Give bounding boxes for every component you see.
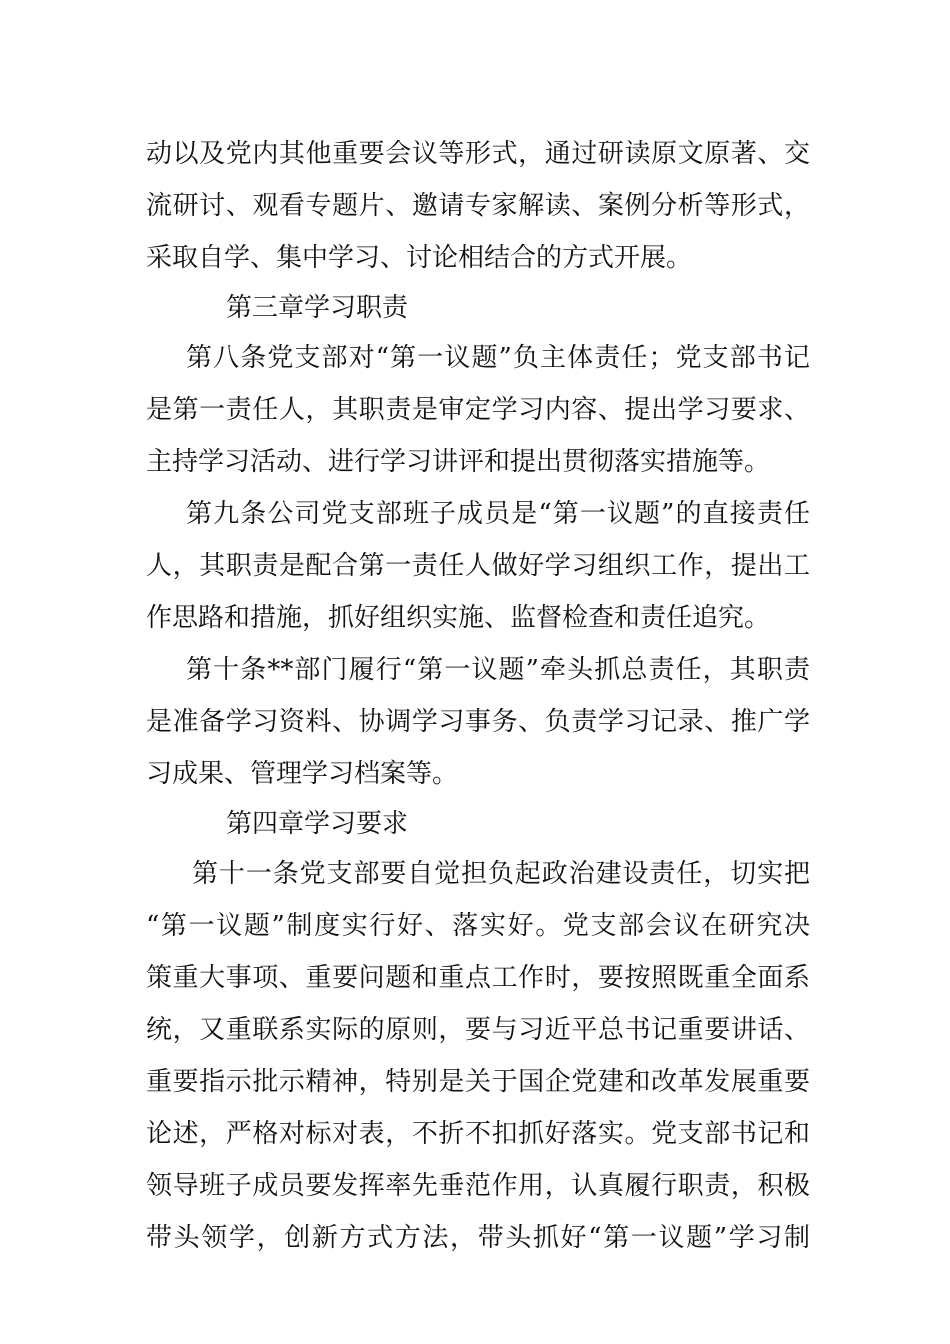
body-text-line: 采取自学、集中学习、讨论相结合的方式开展。 [146, 243, 693, 273]
body-text-line: 第十条**部门履行“第一议题”牵头抓总责任，其职责 [186, 655, 810, 685]
body-text-line: 重要指示批示精神，特别是关于国企党建和改革发展重要 [146, 1067, 810, 1097]
body-text-line: 是第一责任人，其职责是审定学习内容、提出学习要求、 [146, 395, 810, 425]
body-text-line: 人，其职责是配合第一责任人做好学习组织工作，提出工 [146, 551, 810, 581]
body-text-line: 策重大事项、重要问题和重点工作时，要按照既重全面系 [146, 963, 810, 993]
chapter-heading: 第三章学习职责 [226, 293, 409, 323]
body-text-line: 流研讨、观看专题片、邀请专家解读、案例分析等形式， [146, 191, 810, 221]
body-text-line: 第八条党支部对“第一议题”负主体责任；党支部书记 [186, 343, 810, 373]
body-text-line: 动以及党内其他重要会议等形式，通过研读原文原著、交 [146, 139, 810, 169]
body-text-line: 领导班子成员要发挥率先垂范作用，认真履行职责，积极 [146, 1171, 810, 1201]
body-text-line: 论述，严格对标对表，不折不扣抓好落实。党支部书记和 [146, 1119, 810, 1149]
chapter-heading: 第四章学习要求 [226, 809, 409, 839]
body-text-line: 带头领学，创新方式方法，带头抓好“第一议题”学习制 [146, 1223, 810, 1253]
body-text-line: 统，又重联系实际的原则，要与习近平总书记重要讲话、 [146, 1015, 810, 1045]
body-text-line: 第十一条党支部要自觉担负起政治建设责任，切实把 [192, 859, 810, 889]
body-text-line: “第一议题”制度实行好、落实好。党支部会议在研究决 [146, 911, 810, 941]
body-text-line: 习成果、管理学习档案等。 [146, 759, 459, 789]
body-text-line: 主持学习活动、进行学习讲评和提出贯彻落实措施等。 [146, 447, 771, 477]
body-text-line: 是准备学习资料、协调学习事务、负责学习记录、推广学 [146, 707, 810, 737]
body-text-line: 第九条公司党支部班子成员是“第一议题”的直接责任 [186, 499, 810, 529]
body-text-line: 作思路和措施，抓好组织实施、监督检查和责任追究。 [146, 603, 771, 633]
